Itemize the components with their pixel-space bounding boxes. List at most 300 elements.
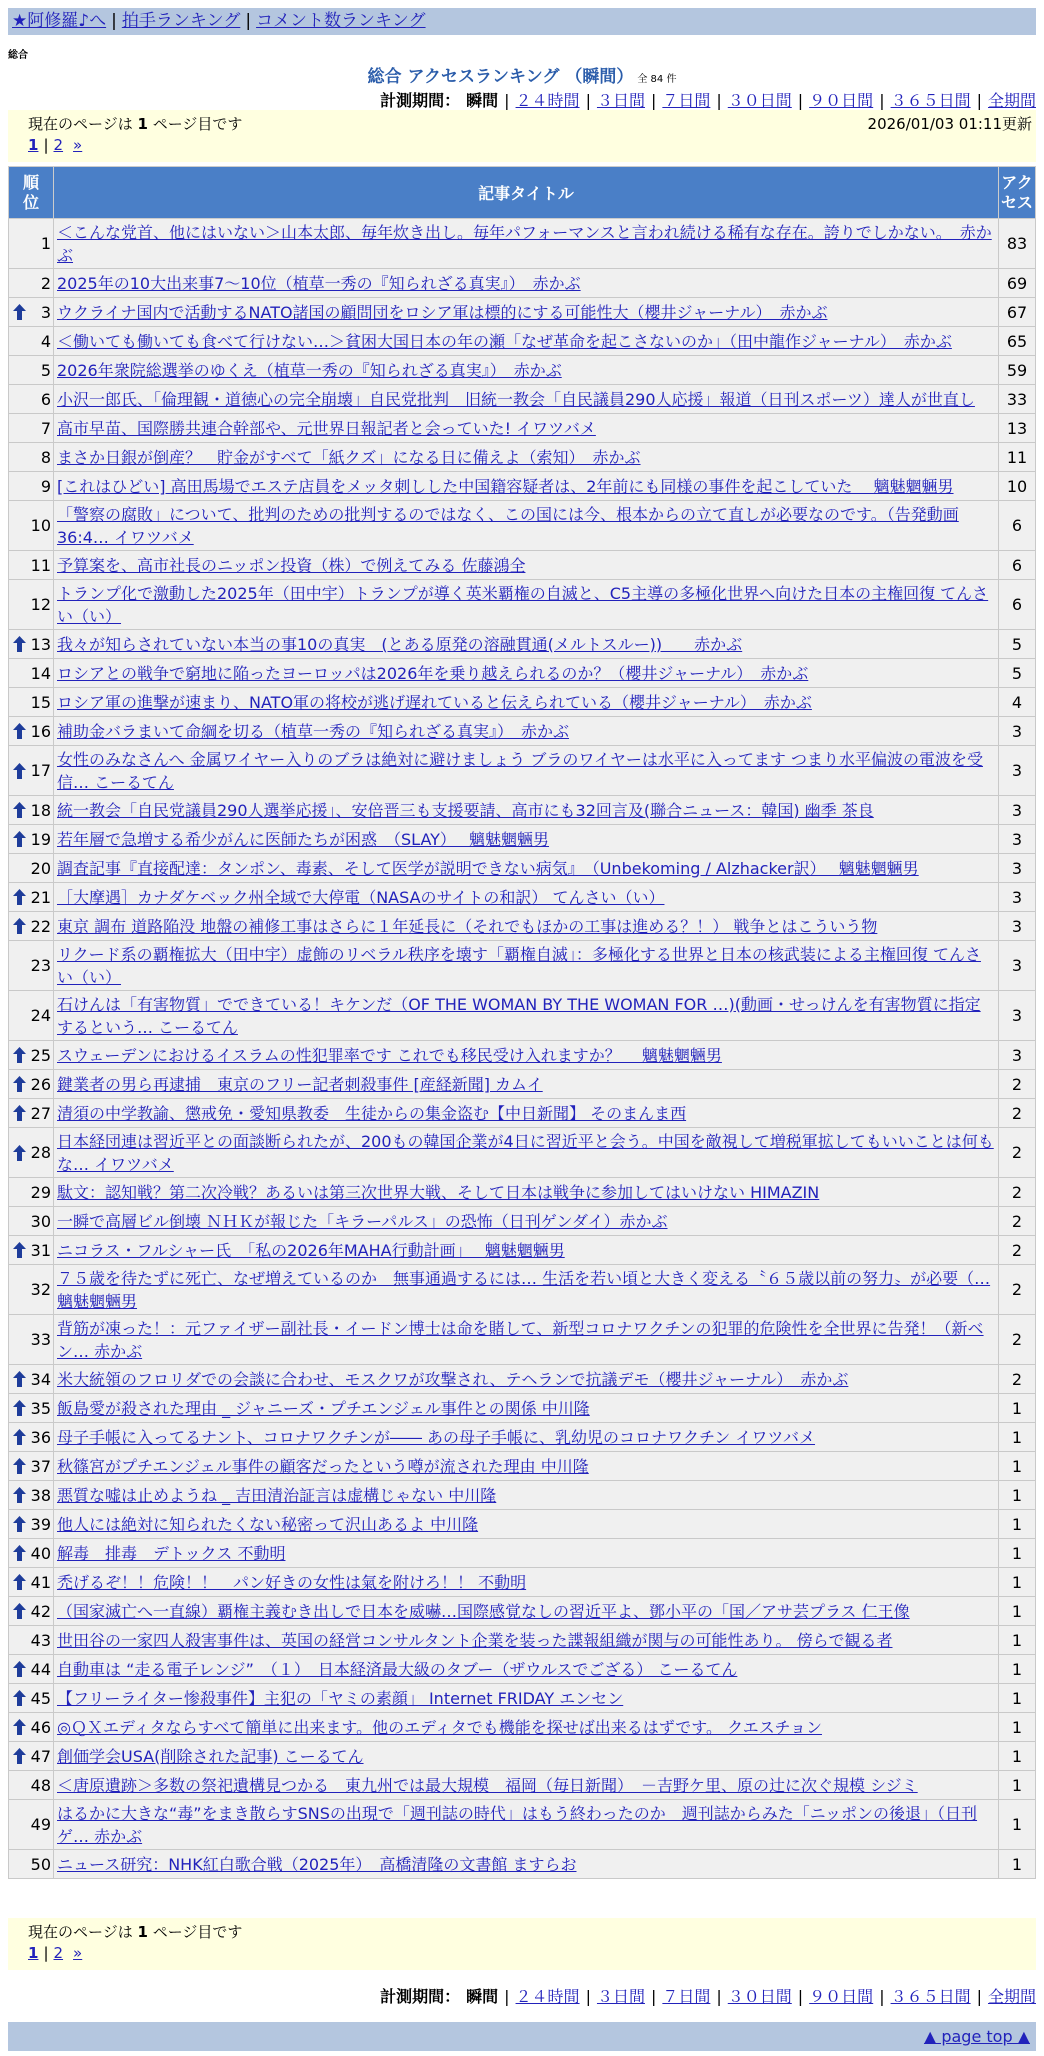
access-count: 1 <box>999 1539 1036 1568</box>
rank-up-arrow-icon <box>13 1047 26 1063</box>
bottom-bar <box>8 2022 1036 2051</box>
rank-number: 38 <box>30 1485 51 1505</box>
rank-cell <box>9 1771 54 1800</box>
rank-number: 12 <box>30 595 51 614</box>
access-count: 2 <box>999 1070 1036 1099</box>
ranking-row <box>9 1742 1036 1771</box>
header-access: アクセス <box>999 167 1036 219</box>
rank-number: 35 <box>30 1398 51 1418</box>
page-2-link[interactable]: 2 <box>53 1944 64 1962</box>
rank-up-arrow-icon <box>13 1487 26 1503</box>
ranking-row <box>9 1568 1036 1597</box>
page-status-top <box>8 110 1036 162</box>
article-link[interactable]: 予算案を、高市社長のニッポン投資（株）で例えてみる 佐藤鴻全 <box>57 555 526 575</box>
article-link[interactable]: ＜唐原遺跡＞多数の祭祀遺構見つかる 東九州では最大規模 福岡（毎日新聞） －吉野ケ里、原の辻に次ぐ規模 シジミ <box>57 1775 918 1795</box>
access-count: 2 <box>999 1265 1036 1315</box>
article-link[interactable]: [これはひどい] 高田馬場でエステ店員をメッタ刺しした中国籍容疑者は、2年前にも同様の事件を起こしていた 魑魅魍魎男 <box>57 476 954 496</box>
article-link[interactable]: 統一教会「自民党議員290人選挙応援」、安倍晋三も支援要請、高市にも32回言及(聯合ニュース：韓国) 幽季 茶良 <box>57 800 874 820</box>
rank-up-arrow-icon <box>13 1076 26 1092</box>
access-count: 1 <box>999 1423 1036 1452</box>
ranking-row <box>9 443 1036 472</box>
ranking-row <box>9 1481 1036 1510</box>
rank-cell <box>9 1800 54 1850</box>
rank-number: 43 <box>30 1630 51 1650</box>
rank-number: 39 <box>30 1514 51 1534</box>
title-cell <box>54 551 999 580</box>
article-link[interactable]: 飯島愛が殺された理由 _ ジャニーズ・プチエンジェル事件との関係 中川隆 <box>57 1398 590 1418</box>
rank-cell <box>9 269 54 298</box>
rank-number: 14 <box>30 663 51 683</box>
rank-cell <box>9 883 54 912</box>
access-count: 3 <box>999 991 1036 1041</box>
rank-cell <box>9 1684 54 1713</box>
access-count: 1 <box>999 1800 1036 1850</box>
rank-cell <box>9 501 54 551</box>
rank-number: 25 <box>30 1045 51 1065</box>
rank-cell <box>9 912 54 941</box>
rank-up-arrow-icon <box>13 1748 26 1764</box>
article-link[interactable]: トランプ化で激動した2025年（田中宇）トランプが導く英米覇権の自滅と、C5主導の多極化世界へ向けた日本の主権回復 てんさい（い） <box>57 583 989 626</box>
article-link[interactable]: 我々が知らされていない本当の事10の真実 (とある原発の溶融貫通(メルトスルー)) 赤かぶ <box>57 634 743 654</box>
rank-cell <box>9 472 54 501</box>
access-count: 3 <box>999 912 1036 941</box>
ranking-row <box>9 1394 1036 1423</box>
period-option[interactable]: ２４時間 <box>515 91 580 110</box>
ranking-row <box>9 1128 1036 1178</box>
rank-up-arrow-icon <box>13 1574 26 1590</box>
ranking-row <box>9 327 1036 356</box>
period-current: 瞬間 <box>466 91 499 110</box>
article-link[interactable]: 一瞬で高層ビル倒壊 ＮＨＫが報じた「キラーパルス」の恐怖（日刊ゲンダイ）赤かぶ <box>57 1211 668 1231</box>
article-link[interactable]: 米大統領のフロリダでの会談に合わせ、モスクワが攻撃され、テヘランで抗議デモ（櫻井ジャーナル） 赤かぶ <box>57 1369 849 1389</box>
rank-up-arrow-icon <box>13 304 26 320</box>
ranking-row <box>9 580 1036 630</box>
title-cell <box>54 1070 999 1099</box>
title-cell <box>54 991 999 1041</box>
access-count: 3 <box>999 717 1036 746</box>
rank-cell <box>9 825 54 854</box>
rank-up-arrow-icon <box>13 763 26 779</box>
rank-number: 1 <box>40 234 51 253</box>
access-count: 3 <box>999 883 1036 912</box>
article-link[interactable]: 鍵業者の男ら再逮捕 東京のフリー記者刺殺事件 [産経新聞] カムイ <box>57 1074 543 1094</box>
rank-number: 30 <box>30 1211 51 1231</box>
rank-number: 20 <box>30 858 51 878</box>
article-link[interactable]: ＜働いても働いても食べて行けない…＞貧困大国日本の年の瀬「なぜ革命を起こさないのか」（田中龍作ジャーナル） 赤かぶ <box>57 331 952 351</box>
rank-cell <box>9 796 54 825</box>
ranking-row <box>9 551 1036 580</box>
title-cell <box>54 327 999 356</box>
access-count: 2 <box>999 1236 1036 1265</box>
rank-number: 17 <box>30 761 51 780</box>
access-count: 3 <box>999 796 1036 825</box>
rank-cell <box>9 1178 54 1207</box>
article-link[interactable]: ロシア軍の進撃が速まり、NATO軍の将校が逃げ遅れていると伝えられている（櫻井ジャーナル） 赤かぶ <box>57 692 812 712</box>
article-link[interactable]: 高市早苗、国際勝共連合幹部や、元世界日報記者と会っていた! イワツバメ <box>57 418 596 438</box>
article-link[interactable]: ニュース研究：NHK紅白歌合戦（2025年） 高橋清隆の文書館 ますらお <box>57 1854 577 1874</box>
rank-up-arrow-icon <box>13 1145 26 1161</box>
ranking-row <box>9 717 1036 746</box>
rank-number: 5 <box>40 360 51 380</box>
comment-ranking-link[interactable]: コメント数ランキング <box>256 11 426 31</box>
access-count: 1 <box>999 1626 1036 1655</box>
article-link[interactable]: リクード系の覇権拡大（田中宇）虚飾のリベラル秩序を壊す「覇権自滅」：多極化する世界と日本の核武装による主権回復 てんさい（い） <box>57 944 981 987</box>
article-link[interactable]: 「警察の腐敗」について、批判のための批判するのではなく、この国には今、根本からの立て直しが必要なのです。（告発動画36:4… イワツバメ <box>57 504 959 547</box>
period-option[interactable]: ２４時間 <box>515 1987 580 2006</box>
rank-number: 2 <box>40 273 51 293</box>
ranking-row <box>9 1655 1036 1684</box>
title-cell <box>54 688 999 717</box>
ranking-row <box>9 941 1036 991</box>
home-link[interactable]: ★阿修羅♪へ <box>12 11 107 31</box>
period-option[interactable]: ３６５日間 <box>890 91 971 110</box>
article-link[interactable]: 秋篠宮がプチエンジェル事件の顧客だったという噂が流された理由 中川隆 <box>57 1456 589 1476</box>
rank-cell <box>9 356 54 385</box>
rank-number: 29 <box>30 1182 51 1202</box>
rank-up-arrow-icon <box>13 802 26 818</box>
rank-number: 26 <box>30 1074 51 1094</box>
rank-number: 11 <box>30 555 51 575</box>
article-link[interactable]: 禿げるぞ！！危険！！ パン好きの女性は氣を附けろ！！ 不動明 <box>57 1572 527 1592</box>
title-cell <box>54 630 999 659</box>
title-cell <box>54 912 999 941</box>
rank-number: 15 <box>30 692 51 712</box>
period-option[interactable]: ３０日間 <box>727 1987 792 2006</box>
ranking-row <box>9 688 1036 717</box>
rank-number: 23 <box>30 956 51 975</box>
rank-number: 28 <box>30 1143 51 1162</box>
article-link[interactable]: 小沢一郎氏、「倫理観・道徳心の完全崩壊」自民党批判 旧統一教会「自民議員290人応援」報道（日刊スポーツ）達人が世直し <box>57 389 975 409</box>
access-count: 1 <box>999 1655 1036 1684</box>
article-link[interactable]: 女性のみなさんへ 金属ワイヤー入りのブラは絶対に避けましょう ブラのワイヤーは水平に入ってます つまり水平偏波の電波を受信… こーるてん <box>57 749 983 792</box>
access-count: 5 <box>999 630 1036 659</box>
rank-number: 50 <box>30 1854 51 1874</box>
article-link[interactable]: ［大摩遇］カナダケベック州全域で大停電（NASAのサイトの和訳） てんさい（い） <box>57 887 665 907</box>
title-cell <box>54 1800 999 1850</box>
top-nav-bar: ★阿修羅♪へ | 拍手ランキング | コメント数ランキング <box>8 8 1036 35</box>
rank-number: 32 <box>30 1280 51 1299</box>
rank-up-arrow-icon <box>13 1603 26 1619</box>
title-cell <box>54 941 999 991</box>
period-option[interactable]: 全期間 <box>987 91 1036 110</box>
rank-cell <box>9 1070 54 1099</box>
rank-up-arrow-icon <box>13 1242 26 1258</box>
rank-number: 8 <box>40 447 51 467</box>
ranking-row <box>9 1265 1036 1315</box>
access-count: 1 <box>999 1742 1036 1771</box>
rank-number: 31 <box>30 1240 51 1260</box>
title-cell <box>54 1850 999 1879</box>
access-count: 1 <box>999 1597 1036 1626</box>
ranking-row <box>9 1713 1036 1742</box>
article-link[interactable]: 【フリーライター惨殺事件】主犯の「ヤミの素顔」 Internet FRIDAY エンセン <box>57 1688 624 1708</box>
access-count: 6 <box>999 551 1036 580</box>
rank-up-arrow-icon <box>13 1458 26 1474</box>
ranking-row <box>9 269 1036 298</box>
rank-number: 9 <box>40 476 51 496</box>
title-cell <box>54 854 999 883</box>
rank-cell <box>9 1655 54 1684</box>
title-cell <box>54 1568 999 1597</box>
rank-cell <box>9 1099 54 1128</box>
rank-cell <box>9 1423 54 1452</box>
access-count: 6 <box>999 580 1036 630</box>
rank-cell <box>9 1128 54 1178</box>
access-count: 2 <box>999 1128 1036 1178</box>
article-link[interactable]: 日本経団連は習近平との面談断られたが、200もの韓国企業が4日に習近平と会う。中国を敵視して増税軍拡してもいいことは何もな… イワツバメ <box>57 1131 994 1174</box>
rank-number: 46 <box>30 1717 51 1737</box>
rank-cell <box>9 1742 54 1771</box>
rank-number: 27 <box>30 1103 51 1123</box>
article-link[interactable]: スウェーデンにおけるイスラムの性犯罪率です これでも移民受け入れますか？ 魑魅魍魎男 <box>57 1045 722 1065</box>
title-cell <box>54 356 999 385</box>
rank-up-arrow-icon <box>13 723 26 739</box>
article-link[interactable]: 他人には絶対に知られたくない秘密って沢山あるよ 中川隆 <box>57 1514 479 1534</box>
title-cell <box>54 1481 999 1510</box>
ranking-row <box>9 1850 1036 1879</box>
title-cell <box>54 298 999 327</box>
rank-up-arrow-icon <box>13 1661 26 1677</box>
title-cell <box>54 385 999 414</box>
rank-cell <box>9 1626 54 1655</box>
title-cell <box>54 1041 999 1070</box>
period-option[interactable]: ７日間 <box>662 1987 711 2006</box>
page-title <box>0 62 1044 87</box>
article-link[interactable]: はるかに大きな“毒”をまき散らすSNSの出現で「週刊誌の時代」はもう終わったのか 週刊誌からみた「ニッポンの後退」（日刊ゲ… 赤かぶ <box>57 1803 978 1846</box>
rank-number: 22 <box>30 916 51 936</box>
ranking-row <box>9 1771 1036 1800</box>
rank-cell <box>9 1236 54 1265</box>
rank-cell <box>9 551 54 580</box>
rank-cell <box>9 1850 54 1879</box>
rank-up-arrow-icon <box>13 889 26 905</box>
article-link[interactable]: （国家滅亡へ一直線）覇権主義むき出しで日本を威嚇…国際感覚なしの習近平よ、鄧小平の「国／アサ芸プラス 仁王像 <box>57 1601 910 1621</box>
title-cell <box>54 1713 999 1742</box>
title-cell <box>54 1771 999 1800</box>
ranking-row <box>9 883 1036 912</box>
page-status-text: 現在のページは 1 ページ目です <box>28 1923 243 1941</box>
rank-cell <box>9 854 54 883</box>
article-link[interactable]: 悪質な嘘は止めようね _ 吉田清治証言は虚構じゃない 中川隆 <box>57 1485 497 1505</box>
title-cell <box>54 883 999 912</box>
rank-number: 48 <box>30 1775 51 1795</box>
period-label: 計測期間： <box>380 1987 461 2006</box>
access-count: 2 <box>999 1315 1036 1365</box>
rank-number: 24 <box>30 1006 51 1025</box>
title-cell <box>54 1365 999 1394</box>
title-cell <box>54 269 999 298</box>
ranking-row <box>9 796 1036 825</box>
article-link[interactable]: ロシアとの戦争で窮地に陥ったヨーロッパは2026年を乗り越えられるのか？（櫻井ジャーナル） 赤かぶ <box>57 663 809 683</box>
access-count: 1 <box>999 1771 1036 1800</box>
page-title-text: 総合 アクセスランキング （瞬間） <box>367 67 634 87</box>
article-link[interactable]: ウクライナ国内で活動するNATO諸国の顧問団をロシア軍は標的にする可能性大（櫻井ジャーナル） 赤かぶ <box>57 302 828 322</box>
access-count: 83 <box>999 219 1036 269</box>
article-link[interactable]: 解毒 排毒 デトックス 不動明 <box>57 1543 286 1563</box>
title-cell <box>54 1207 999 1236</box>
category-label: 総合 <box>8 50 28 61</box>
rank-number: 13 <box>30 634 51 654</box>
title-cell <box>54 501 999 551</box>
article-link[interactable]: 自動車は “走る電子レンジ” （１） 日本経済最大級のタブー（ザウルスでござる） こーるてん <box>57 1659 738 1679</box>
ranking-row <box>9 854 1036 883</box>
article-link[interactable]: 2025年の10大出来事7～10位（植草一秀の『知られざる真実』） 赤かぶ <box>57 273 581 293</box>
article-link[interactable]: ＜こんな党首、他にはいない＞山本太郎、毎年炊き出し。毎年パフォーマンスと言われ続ける稀有な存在。誇りでしかない。 赤かぶ <box>57 222 992 265</box>
page-status-bottom <box>8 1918 1036 1970</box>
rank-number: 42 <box>30 1601 51 1621</box>
page-2-link[interactable]: 2 <box>53 136 64 154</box>
rank-cell <box>9 688 54 717</box>
header-rank: 順位 <box>9 167 54 219</box>
article-link[interactable]: ７５歳を待たずに死亡、なぜ増えているのか 無事通過するには… 生活を若い頃と大きく変える〝６５歳以前の努力〟が必要（… 魑魅魍魎男 <box>57 1268 991 1311</box>
access-count: 5 <box>999 659 1036 688</box>
ranking-row <box>9 472 1036 501</box>
article-link[interactable]: 補助金バラまいて命綱を切る（植草一秀の『知られざる真実』） 赤かぶ <box>57 721 570 741</box>
ranking-row <box>9 1510 1036 1539</box>
ranking-row <box>9 1070 1036 1099</box>
access-count: 13 <box>999 414 1036 443</box>
rank-cell <box>9 746 54 796</box>
rank-number: 10 <box>30 516 51 535</box>
period-option[interactable]: 全期間 <box>987 1987 1036 2006</box>
period-option[interactable]: ９０日間 <box>809 91 874 110</box>
article-link[interactable]: 創価学会USA(削除された記事) こーるてん <box>57 1746 364 1766</box>
page-1-link[interactable]: 1 <box>28 1944 39 1962</box>
period-label: 計測期間： <box>380 91 461 110</box>
article-link[interactable]: 世田谷の一家四人殺害事件は、英国の経営コンサルタント企業を装った諜報組織が関与の可能性あり。 傍らで観る者 <box>57 1630 893 1650</box>
period-option[interactable]: ３日間 <box>596 1987 645 2006</box>
ranking-row <box>9 219 1036 269</box>
article-link[interactable]: 石けんは「有害物質」でできている！キケンだ（OF THE WOMAN BY THE WOMAN FOR …)(動画・せっけんを有害物質に指定するという… こーるてん <box>57 994 981 1037</box>
rank-up-arrow-icon <box>13 1690 26 1706</box>
ranking-row <box>9 1452 1036 1481</box>
rank-number: 45 <box>30 1688 51 1708</box>
article-link[interactable]: 背筋が凍った！：元ファイザー副社長・イードン博士は命を賭して、新型コロナワクチンの犯罪的危険性を全世界に告発！（新ベン… 赤かぶ <box>57 1318 984 1361</box>
rank-up-arrow-icon <box>13 831 26 847</box>
rank-cell <box>9 1597 54 1626</box>
rank-number: 3 <box>40 302 51 322</box>
article-link[interactable]: 2026年衆院総選挙のゆくえ（植草一秀の『知られざる真実』） 赤かぶ <box>57 360 562 380</box>
title-cell <box>54 1265 999 1315</box>
article-link[interactable]: まさか日銀が倒産？ 貯金がすべて「紙クズ」になる日に備えよ（索知） 赤かぶ <box>57 447 641 467</box>
ranking-table <box>8 166 1036 1879</box>
ranking-row <box>9 1315 1036 1365</box>
rank-cell <box>9 1568 54 1597</box>
rank-number: 36 <box>30 1427 51 1447</box>
clap-ranking-link[interactable]: 拍手ランキング <box>121 11 241 31</box>
page-1-link[interactable]: 1 <box>28 136 39 154</box>
title-cell <box>54 580 999 630</box>
ranking-row <box>9 1207 1036 1236</box>
rank-up-arrow-icon <box>13 1105 26 1121</box>
next-page-link[interactable]: » <box>73 136 83 154</box>
rank-number: 4 <box>40 331 51 351</box>
ranking-row <box>9 1800 1036 1850</box>
rank-cell <box>9 1713 54 1742</box>
title-cell <box>54 1742 999 1771</box>
period-option[interactable]: ７日間 <box>662 91 711 110</box>
rank-number: 16 <box>30 721 51 741</box>
rank-cell <box>9 1265 54 1315</box>
article-link[interactable]: ◎ＱＸエディタならすべて簡単に出来ます。他のエディタでも機能を探せば出来るはずです。 クエスチョン <box>57 1717 822 1737</box>
access-count: 2 <box>999 1099 1036 1128</box>
ranking-row <box>9 630 1036 659</box>
rank-cell <box>9 659 54 688</box>
title-cell <box>54 825 999 854</box>
rank-cell <box>9 941 54 991</box>
period-option[interactable]: ３０日間 <box>727 91 792 110</box>
ranking-row <box>9 825 1036 854</box>
rank-number: 19 <box>30 829 51 849</box>
article-link[interactable]: 若年層で急増する希少がんに医師たちが困惑 （SLAY） 魑魅魍魎男 <box>57 829 550 849</box>
title-cell <box>54 1626 999 1655</box>
title-cell <box>54 1099 999 1128</box>
article-link[interactable]: 母子手帳に入ってるナント、コロナワクチンが―― あの母子手帳に、乳幼児のコロナワクチン イワツバメ <box>57 1427 816 1447</box>
rank-up-arrow-icon <box>13 1429 26 1445</box>
access-count: 1 <box>999 1713 1036 1742</box>
title-cell <box>54 746 999 796</box>
rank-cell <box>9 630 54 659</box>
rank-cell <box>9 580 54 630</box>
ranking-row <box>9 356 1036 385</box>
title-cell <box>54 443 999 472</box>
rank-cell <box>9 414 54 443</box>
rank-cell <box>9 1315 54 1365</box>
period-selector-top: 計測期間： 瞬間 | ２４時間 | ３日間 | ７日間 | ３０日間 | ９０日間 | ３６５日間 | 全期間 <box>380 91 1036 110</box>
access-count: 1 <box>999 1510 1036 1539</box>
article-link[interactable]: 駄文：認知戦？第二次冷戦？あるいは第三次世界大戦、そして日本は戦争に参加してはいけない HIMAZIN <box>57 1182 820 1202</box>
rank-cell <box>9 327 54 356</box>
rank-cell <box>9 219 54 269</box>
access-count: 3 <box>999 1041 1036 1070</box>
ranking-row <box>9 991 1036 1041</box>
title-cell <box>54 1452 999 1481</box>
ranking-row <box>9 1626 1036 1655</box>
article-link[interactable]: 調査記事『直接配達：タンポン、毒素、そして医学が説明できない病気』 （Unbekoming / Alzhacker訳） 魑魅魍魎男 <box>57 858 919 878</box>
ranking-row <box>9 501 1036 551</box>
ranking-row <box>9 1423 1036 1452</box>
rank-up-arrow-icon <box>13 918 26 934</box>
rank-number: 41 <box>30 1572 51 1592</box>
period-option[interactable]: ３日間 <box>596 91 645 110</box>
article-link[interactable]: ニコラス・フルシャー氏 「私の2026年MAHA行動計画」 魑魅魍魎男 <box>57 1240 565 1260</box>
ranking-row <box>9 414 1036 443</box>
updated-time: 2026/01/03 01:11更新 <box>867 115 1032 133</box>
title-cell <box>54 1597 999 1626</box>
next-page-link[interactable]: » <box>73 1944 83 1962</box>
rank-number: 18 <box>30 800 51 820</box>
access-count: 3 <box>999 854 1036 883</box>
rank-cell <box>9 443 54 472</box>
rank-number: 37 <box>30 1456 51 1476</box>
period-option[interactable]: ３６５日間 <box>890 1987 971 2006</box>
article-link[interactable]: 清須の中学教諭、懲戒免・愛知県教委 生徒からの集金盗む【中日新聞】 そのまんま西 <box>57 1103 687 1123</box>
rank-number: 44 <box>30 1659 51 1679</box>
rank-cell <box>9 1452 54 1481</box>
access-count: 33 <box>999 385 1036 414</box>
article-link[interactable]: 東京 調布 道路陥没 地盤の補修工事はさらに１年延長に（それでもほかの工事は進める？！） 戦争とはこういう物 <box>57 916 878 936</box>
ranking-row <box>9 912 1036 941</box>
page-top-link[interactable]: ▲ page top ▲ <box>923 2027 1030 2046</box>
rank-up-arrow-icon <box>13 1545 26 1561</box>
rank-cell <box>9 1510 54 1539</box>
rank-cell <box>9 298 54 327</box>
access-count: 4 <box>999 688 1036 717</box>
access-count: 1 <box>999 1684 1036 1713</box>
period-option[interactable]: ９０日間 <box>809 1987 874 2006</box>
ranking-row <box>9 1539 1036 1568</box>
access-count: 3 <box>999 746 1036 796</box>
